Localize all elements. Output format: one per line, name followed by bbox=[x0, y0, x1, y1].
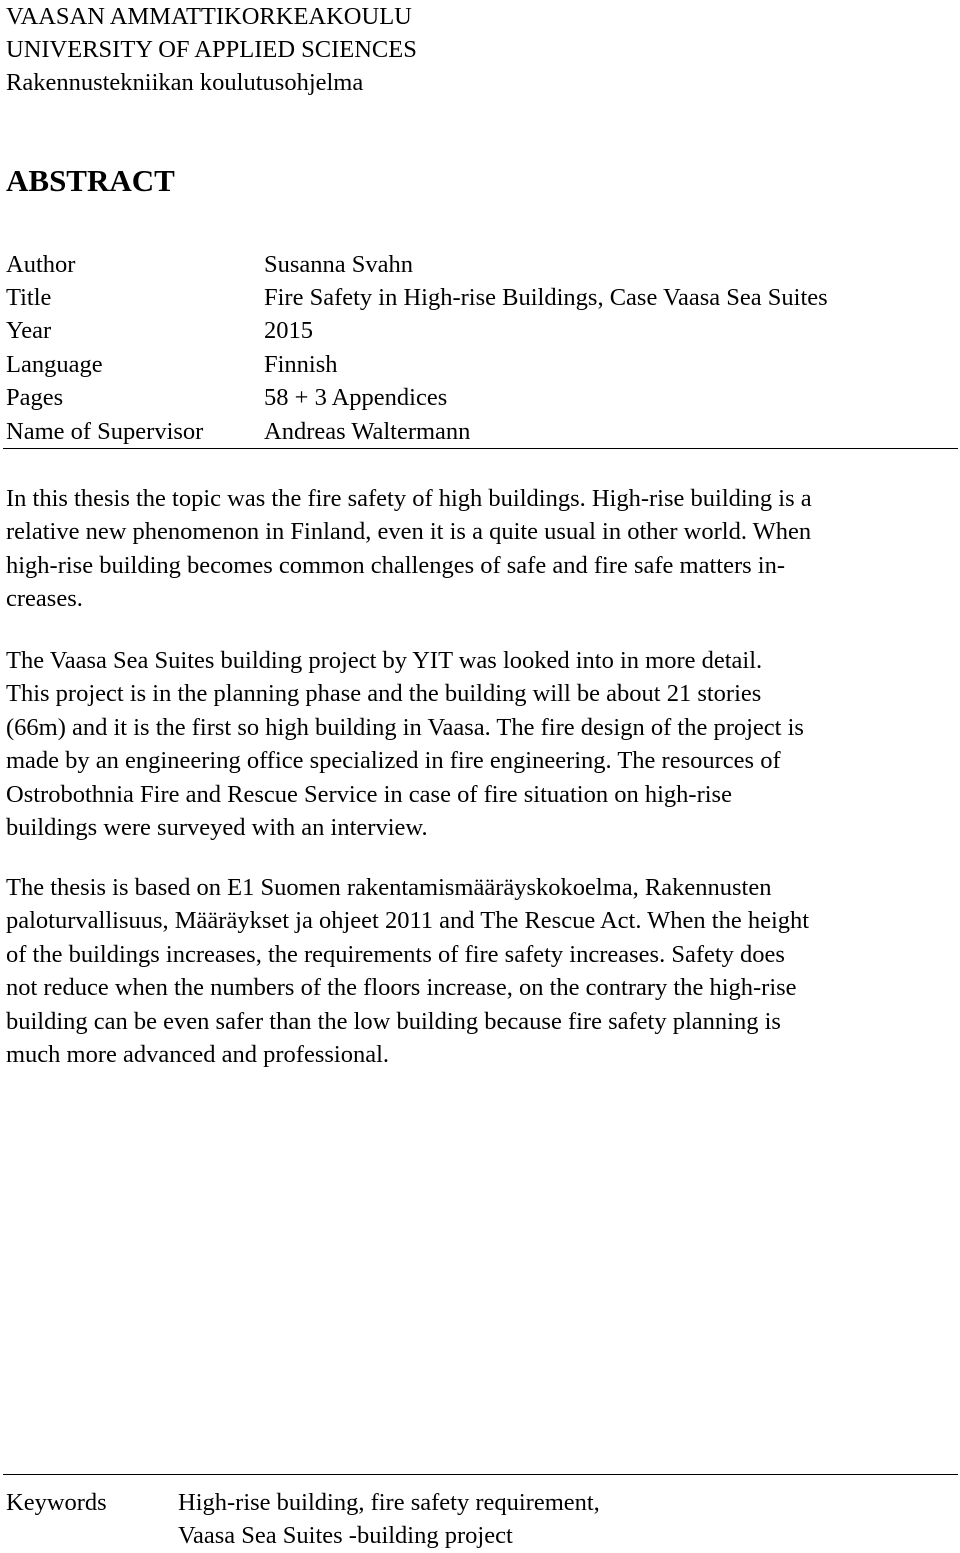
abstract-paragraph: The thesis is based on E1 Suomen rakentamismääräyskokoelma, Rakennusten paloturvallisuus, Määräykset ja ohjeet 2011 and The Rescue Act. When the height of the buildings increases, the requirements of fire safety increases. Safety does not reduce when the numbers of the floors increase, on the contrary the high-rise building can be even safer than the low building because fire safety planning is much more advanced and professional. bbox=[6, 874, 810, 1069]
keywords-label: Keywords bbox=[6, 1489, 107, 1516]
meta-label: Title bbox=[6, 284, 52, 312]
meta-value: Finnish bbox=[264, 350, 338, 378]
meta-row-language bbox=[6, 348, 956, 381]
keywords-section bbox=[6, 1486, 956, 1553]
abstract-paragraph: In this thesis the topic was the fire safety of high buildings. High-rise building is a relative new phenomenon in Finland, even it is a quite usual in other world. When high-rise building becomes common challenges of safe and fire safe matters in- creases. bbox=[6, 485, 812, 613]
meta-row-pages bbox=[6, 382, 956, 415]
meta-label: Author bbox=[6, 250, 76, 278]
meta-value: Fire Safety in High-rise Buildings, Case Vaasa Sea Suites bbox=[264, 284, 828, 312]
meta-value: Susanna Svahn bbox=[264, 250, 414, 278]
degree-programme: Rakennustekniikan koulutusohjelma bbox=[6, 69, 364, 96]
meta-row-year bbox=[6, 315, 956, 348]
meta-value: 2015 bbox=[264, 317, 313, 345]
institution-header bbox=[6, 0, 417, 99]
meta-row-author bbox=[6, 248, 956, 281]
institution-name-english: UNIVERSITY OF APPLIED SCIENCES bbox=[6, 36, 417, 63]
meta-label: Pages bbox=[6, 384, 64, 412]
abstract-heading: ABSTRACT bbox=[6, 163, 175, 198]
keywords-value: High-rise building, fire safety requirement, Vaasa Sea Suites -building project bbox=[178, 1489, 600, 1550]
meta-value: 58 + 3 Appendices bbox=[264, 384, 448, 412]
divider-line bbox=[3, 1474, 958, 1475]
institution-name: VAASAN AMMATTIKORKEAKOULU bbox=[6, 3, 412, 30]
meta-label: Language bbox=[6, 350, 103, 378]
meta-value: Andreas Waltermann bbox=[264, 417, 471, 445]
abstract-paragraph: The Vaasa Sea Suites building project by YIT was looked into in more detail. This project is in the planning phase and the building will be about 21 stories (66m) and it is the first so high building in Vaasa. The fire design of the project is made by an engineering office specialized in fire engineering. The resources of Ostrobothnia Fire and Rescue Service in case of fire situation on high-rise buildings were surveyed with an interview. bbox=[6, 647, 804, 842]
meta-row-supervisor bbox=[6, 415, 956, 448]
meta-row-title bbox=[6, 281, 956, 314]
meta-label: Name of Supervisor bbox=[6, 417, 204, 445]
thesis-metadata bbox=[6, 248, 956, 448]
divider-line bbox=[3, 448, 958, 449]
meta-label: Year bbox=[6, 317, 52, 345]
